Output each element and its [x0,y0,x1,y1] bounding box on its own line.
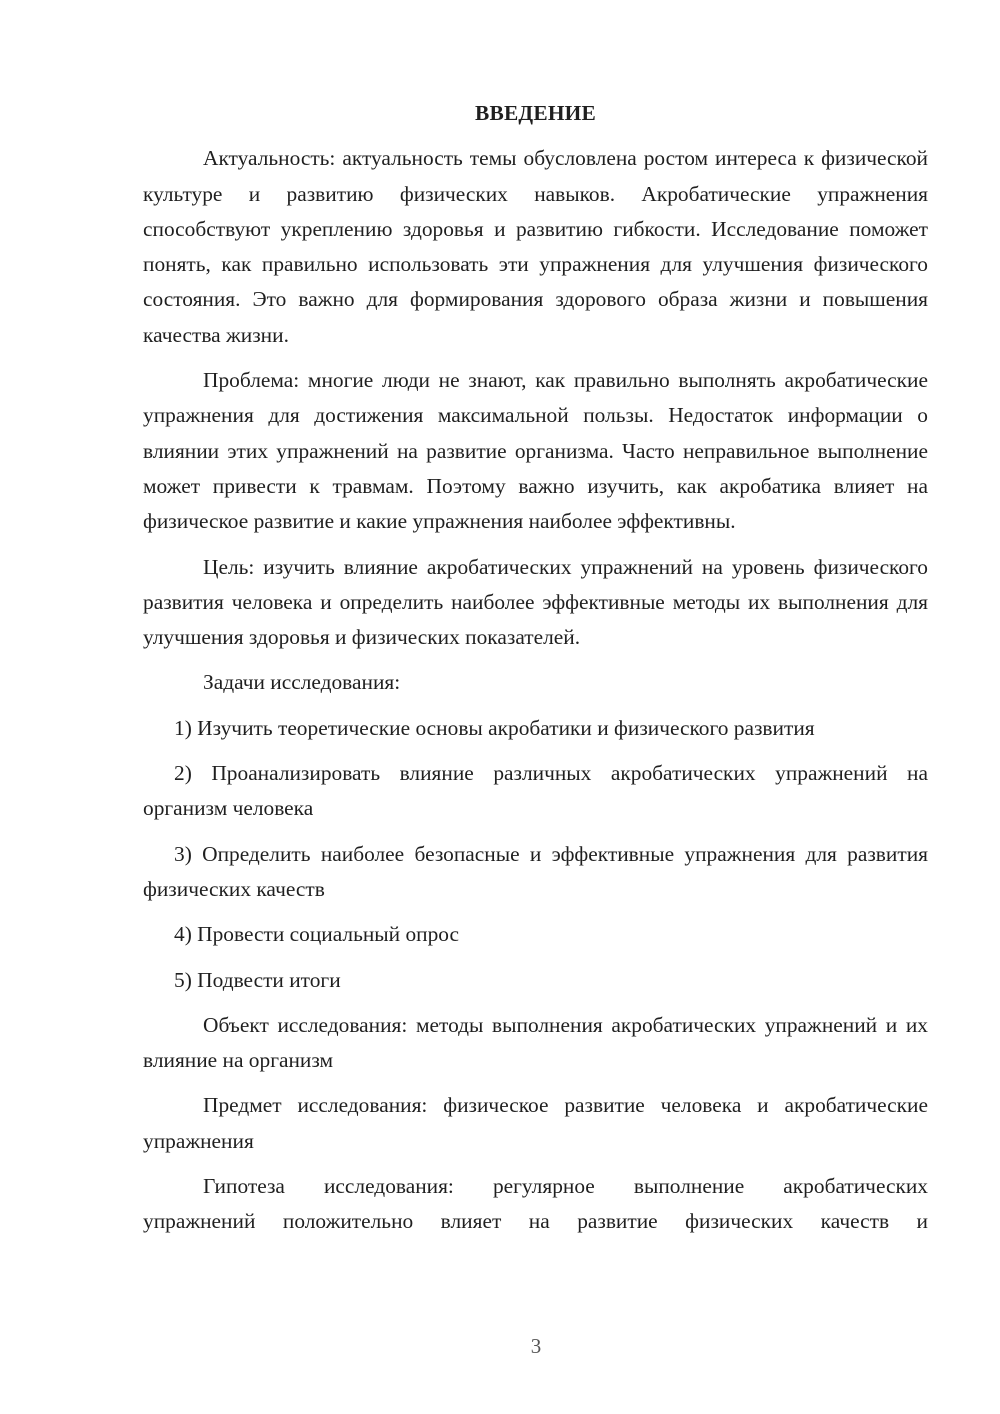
hypothesis-paragraph [143,1169,928,1240]
task-item: 4) Провести социальный опрос [174,922,460,947]
tasks-heading: Задачи исследования: [203,670,401,695]
task-item: 5) Подвести итоги [174,967,341,992]
document-body [143,96,928,1240]
hypothesis-line-1: Гипотеза исследования: регулярное выполнение акробатических [203,1174,928,1199]
problem-paragraph: Проблема: многие люди не знают, как правильно выполнять акробатические упражнения для достижения максимальной пользы. Недостаток информации о влиянии этих упражнений на развитие организма. Часто неправильное выполнение может привести к травмам. Поэтому важно изучить, как акробатика влияет на физическое развитие и какие упражнения наиболее эффективны. [143,368,928,534]
section-title: ВВЕДЕНИЕ [475,101,596,125]
task-item: 3) Определить наиболее безопасные и эффективные упражнения для развития физических качеств [143,841,928,901]
research-subject-paragraph: Предмет исследования: физическое развитие человека и акробатические упражнения [143,1093,928,1153]
page-number: 3 [530,1334,542,1358]
research-object-paragraph: Объект исследования: методы выполнения акробатических упражнений и их влияние на организм [143,1012,928,1073]
task-item: 2) Проанализировать влияние различных акробатических упражнений на организм человека [143,761,928,821]
task-item: 1) Изучить теоретические основы акробатики и физического развития [174,715,815,740]
hypothesis-line-2: упражнений положительно влияет на развитие физических качеств и [143,1209,928,1234]
relevance-paragraph: Актуальность: актуальность темы обусловлена ростом интереса к физической культуре и развитию физических навыков. Акробатические упражнения способствуют укреплению здоровья и развитию гибкости. Исследование поможет понять, как правильно использовать эти упражнения для улучшения физического состояния. Это важно для формирования здорового образа жизни и повышения качества жизни. [143,146,928,347]
goal-paragraph: Цель: изучить влияние акробатических упражнений на уровень физического развития человека и определить наиболее эффективные методы их выполнения для улучшения здоровья и физических показателей. [143,554,928,650]
